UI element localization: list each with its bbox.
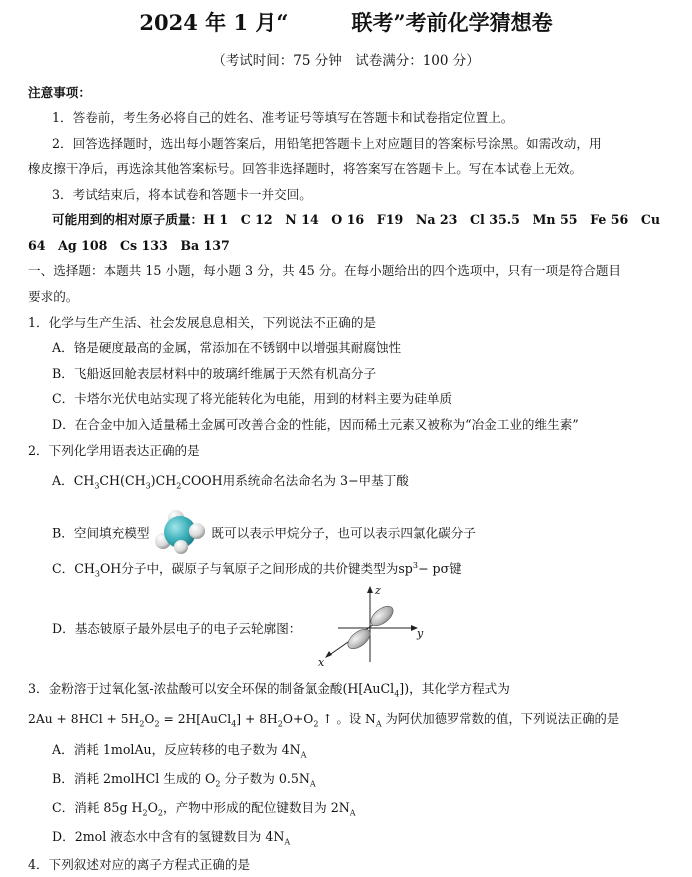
option-text: 键 xyxy=(449,561,462,577)
question-3-equation xyxy=(28,710,619,733)
page-title: 2024 年 1 月“ 联考”考前化学猜想卷 xyxy=(139,10,553,35)
question-2-stem: 2．下列化学用语表达正确的是 xyxy=(28,443,200,458)
question-2-option-d: D．基态铍原子最外层电子的电子云轮廓图： xyxy=(52,621,302,636)
subscript: A xyxy=(300,750,307,760)
equation-part: ] + 8H xyxy=(236,712,278,726)
formula: sp xyxy=(398,561,413,577)
formula: COOH xyxy=(181,473,223,488)
question-1-stem: 1．化学与生产生活、社会发展息息相关，下列说法不正确的是 xyxy=(28,315,377,330)
question-4-stem: 4．下列叙述对应的离子方程式正确的是 xyxy=(28,857,251,872)
subscript: 2 xyxy=(142,808,148,818)
option-text: 分子数为 0.5N xyxy=(220,771,310,786)
question-3-option-a xyxy=(52,741,306,765)
formula: CH xyxy=(73,473,95,488)
subscript: 2 xyxy=(154,719,160,729)
question-1-option-b: B．飞船返回舱表层材料中的玻璃纤维属于天然有机高分子 xyxy=(52,366,377,381)
notice-item-1: 1．答卷前，考生务必将自己的姓名、准考证号等填写在答题卡和试卷指定位置上。 xyxy=(52,110,514,125)
subscript: A xyxy=(284,837,291,847)
equation-part: = 2H[AuCl xyxy=(159,712,232,726)
section-intro-line-1: 一、选择题：本题共 15 小题，每小题 3 分，共 45 分。在每小题给出的四个选项中，只有一项是符合题目 xyxy=(28,263,622,278)
subscript: 2 xyxy=(313,719,319,729)
option-label: B．空间填充模型 xyxy=(52,525,150,541)
subscript: A xyxy=(375,719,382,729)
question-2-option-b xyxy=(52,512,476,556)
subscript: 4 xyxy=(394,689,400,699)
subscript: 3 xyxy=(94,481,100,491)
subscript: 2 xyxy=(277,719,283,729)
equation-part: O+O xyxy=(282,712,314,726)
formula: )CH xyxy=(150,473,177,488)
atomic-mass-line-1: 可能用到的相对原子质量：H 1 C 12 N 14 O 16 F19 Na 23 Cl 35.5 Mn 55 Fe 56 Cu xyxy=(52,212,661,227)
equation-part: ↑ 。设 N xyxy=(318,712,376,726)
electron-cloud-diagram xyxy=(318,584,428,668)
question-2-option-c xyxy=(52,557,462,584)
question-3-option-b xyxy=(52,770,316,794)
question-1-option-c: C．卡塔尔光伏电站实现了将光能转化为电能，用到的材料主要为硅单质 xyxy=(52,391,453,406)
subscript: 2 xyxy=(139,719,145,729)
superscript: 3 xyxy=(412,561,418,570)
stem-text: ])，其化学方程式为 xyxy=(399,681,510,696)
atomic-mass-line-2: 64 Ag 108 Cs 133 Ba 137 xyxy=(28,238,230,253)
formula: CH xyxy=(74,561,95,577)
option-text: 既可以表示甲烷分子，也可以表示四氯化碳分子 xyxy=(211,525,476,541)
question-2-option-a xyxy=(52,472,409,496)
question-1-option-a: A．铬是硬度最高的金属，常添加在不锈钢中以增强其耐腐蚀性 xyxy=(52,340,402,355)
formula: − pσ xyxy=(417,561,450,577)
equation-part: 为阿伏加德罗常数的值，下列说法正确的是 xyxy=(381,712,620,726)
option-text: 用系统命名法命名为 3−甲基丁酸 xyxy=(222,473,409,488)
option-label: C． xyxy=(52,561,75,577)
formula: OH xyxy=(99,561,122,577)
equation-part: 2Au + 8HCl + 5H xyxy=(28,712,140,726)
option-text: 分子中，碳原子与氧原子之间形成的共价键类型为 xyxy=(121,561,399,577)
subscript: 3 xyxy=(145,481,151,491)
option-text: B．消耗 2molHCl 生成的 O xyxy=(52,771,216,786)
subscript: A xyxy=(349,808,356,818)
formula: CH(CH xyxy=(99,473,146,488)
option-text: O xyxy=(147,800,158,815)
notice-item-2-line-2: 橡皮擦干净后，再选涂其他答案标号。回答非选择题时，将答案写在答题卡上。写在本试卷上无效。 xyxy=(28,161,583,176)
subscript: 2 xyxy=(176,481,182,491)
subscript: 2 xyxy=(157,808,164,818)
notice-item-3: 3．考试结束后，将本试卷和答题卡一并交回。 xyxy=(52,187,312,202)
space-filling-model-icon xyxy=(151,510,209,554)
exam-subtitle: （考试时间：75 分钟 试卷满分：100 分） xyxy=(212,53,480,69)
section-intro-line-2: 要求的。 xyxy=(28,289,79,304)
option-text: A．消耗 1molAu，反应转移的电子数为 4N xyxy=(52,742,301,757)
subscript: 2 xyxy=(215,779,221,789)
option-text: C．消耗 85g H xyxy=(52,800,143,815)
subscript: A xyxy=(309,779,316,789)
equation-part: O xyxy=(144,712,155,726)
notice-heading: 注意事项： xyxy=(28,85,91,100)
option-text: D．2mol 液态水中含有的氢键数目为 4N xyxy=(52,829,285,844)
question-1-option-d: D．在合金中加入适量稀土金属可改善合金的性能，因而稀土元素又被称为“冶金工业的维生素” xyxy=(52,417,579,432)
stem-text: 3．金粉溶于过氧化氢-浓盐酸可以安全环保的制备氯金酸(H[AuCl xyxy=(28,681,395,696)
notice-item-2-line-1: 2．回答选择题时，选出每小题答案后，用铅笔把答题卡上对应题目的答案标号涂黑。如需改动，用 xyxy=(52,136,602,151)
question-3-option-c xyxy=(52,799,356,823)
axis-y-label: y xyxy=(417,627,424,640)
option-label: A． xyxy=(52,473,74,488)
question-3-option-d xyxy=(52,828,290,852)
axis-z-label: z xyxy=(375,584,381,597)
axis-x-label: x xyxy=(318,656,325,668)
subscript: 4 xyxy=(231,719,237,729)
question-3-stem xyxy=(28,680,510,704)
subscript: 3 xyxy=(94,569,100,579)
option-text: ，产物中形成的配位键数目为 2N xyxy=(163,800,350,815)
